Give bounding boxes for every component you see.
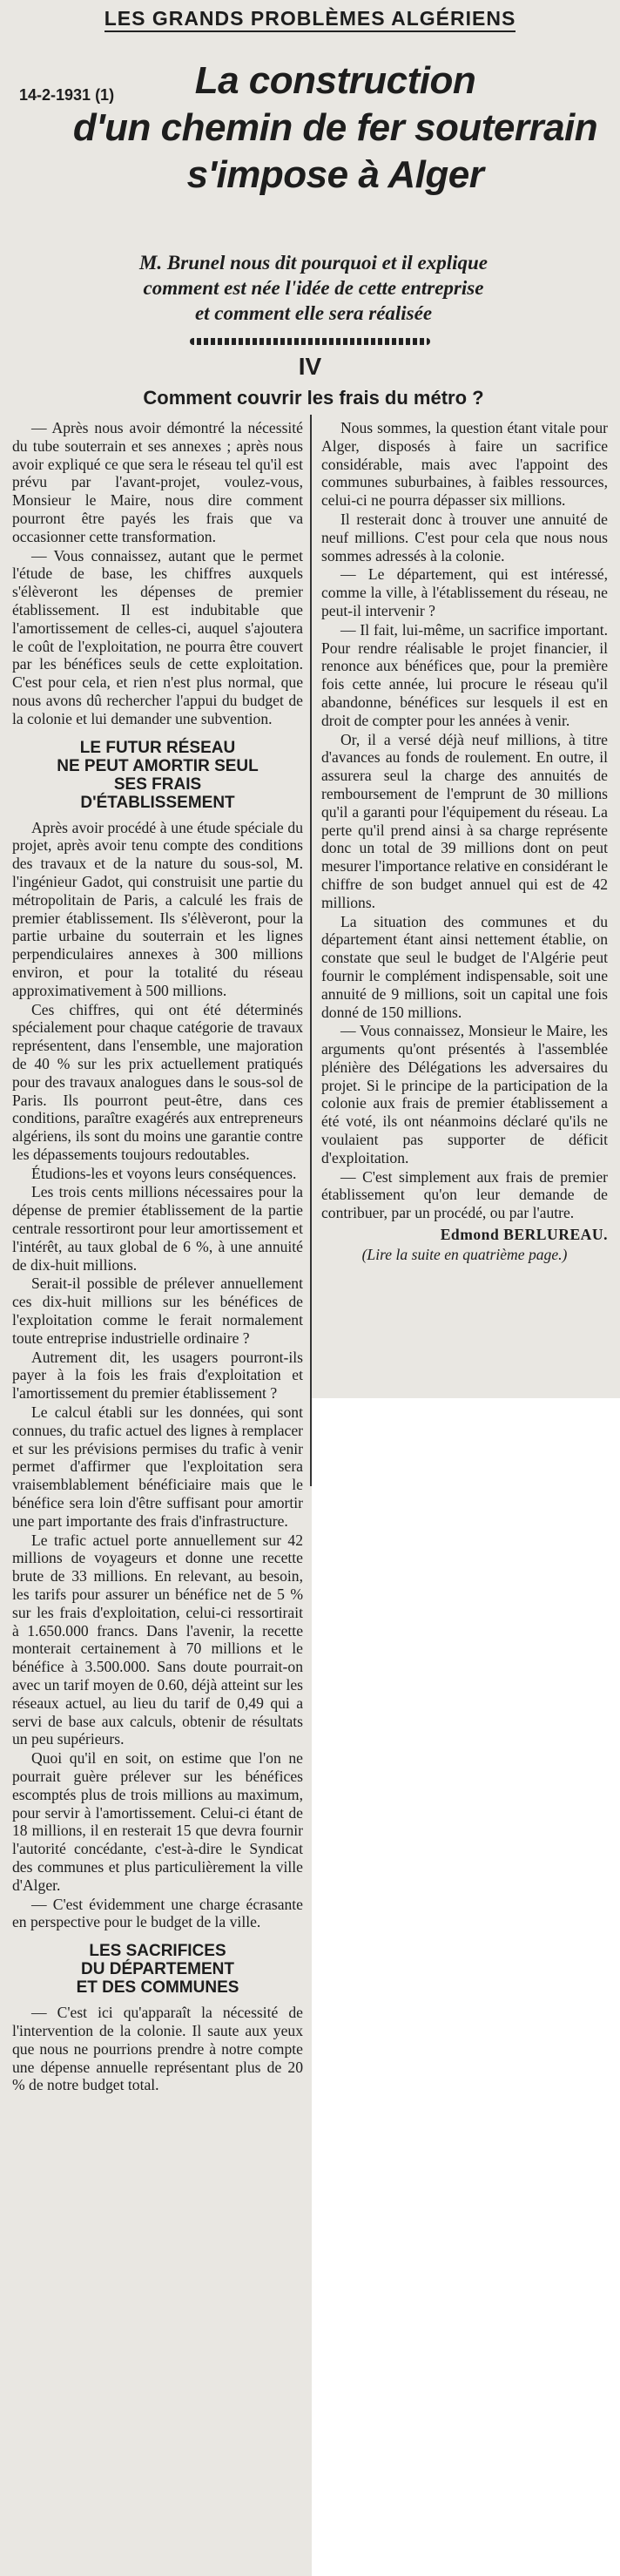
section-heading-line: LES SACRIFICES bbox=[89, 1942, 226, 1961]
column-divider bbox=[310, 415, 312, 1486]
section-heading-line: ET DES COMMUNES bbox=[76, 1978, 239, 1998]
paragraph: Ces chiffres, qui ont été déterminés spécialement pour chaque catégorie de travaux représentent, dans l'ensemble, une majoration de 40 % sur les prix actuellement pratiqués pour des travaux analogues dans le sous-sol de Paris. Ils pourront peut-être, dans ces conditions, paraître exagérés aux entrepreneurs algériens, ils sont du moins une garantie contre les dépassements toujours redoutables. bbox=[12, 1000, 303, 1163]
section-heading-line: D'ÉTABLISSEMENT bbox=[80, 793, 235, 812]
paragraph: Autrement dit, les usagers pourront-ils payer à la fois les frais d'exploitation et l'amortissement du premier établissement ? bbox=[12, 1348, 303, 1403]
paragraph: — C'est évidemment une charge écrasante en perspective pour le budget de la ville. bbox=[12, 1895, 303, 1931]
paragraph: Serait-il possible de prélever annuellement ces dix-huit millions sur les bénéfices de l'exploitation comme le ferait normalement toute entreprise industrielle ordinaire ? bbox=[12, 1274, 303, 1347]
headline-line: La construction bbox=[194, 59, 476, 102]
section-rubric: LES GRANDS PROBLÈMES ALGÉRIENS bbox=[0, 7, 620, 30]
section-heading bbox=[12, 1942, 303, 1997]
continuation-note: (Lire la suite en quatrième page.) bbox=[361, 1245, 568, 1263]
paragraph: — Il fait, lui-même, un sacrifice important. Pour rendre réalisable le projet financier, il renonce aux bénéfices que, pour la première fois cette année, lui procure le réseau qu'il abandonne, bénéfices sur lesquels il est en droit de compter pour les années à venir. bbox=[321, 620, 608, 729]
article-subheadline: Comment couvrir les frais du métro ? bbox=[143, 387, 484, 409]
paragraph: Le trafic actuel porte annuellement sur 42 millions de voyageurs et donne une recette brute de 33 millions. En relevant, au besoin, les tarifs pour assurer un bénéfice net de 5 % sur les frais d'exploitation, celui-ci ressortirait à 1.650.000 francs. Dans l'avenir, la recette monterait certainement à 70 millions et le bénéfice à 3.500.000. Sans doute pourrait-on avec un tarif moyen de 0.60, déjà atteint sur les réseaux actuel, au lieu du tarif de 0,49 qui a servi de base aux calculs, obtenir de résultats un peu supérieurs. bbox=[12, 1531, 303, 1748]
headline-line: s'impose à Alger bbox=[186, 153, 484, 196]
paragraph: Il resterait donc à trouver une annuité de neuf millions. C'est pour cela que nous nous sommes adressés à la colonie. bbox=[321, 510, 608, 565]
paragraph: — Le département, qui est intéressé, comme la ville, à l'établissement du réseau, ne peut-il intervenir ? bbox=[321, 565, 608, 619]
section-heading bbox=[12, 739, 303, 812]
left-column bbox=[12, 419, 303, 2094]
paragraph: Après avoir procédé à une étude spéciale du projet, après avoir tenu compte des conditions des travaux et de la nature du sous-sol, M. l'ingénieur Gadot, qui construisit une partie du métropolitain de Paris, a calculé les frais de premier établissement. Ils s'élèveront, pour la partie urbaine du souterrain et les lignes perpendiculaires annexes à 300 millions environ, et pour la totalité du réseau approximativement à 500 millions. bbox=[12, 818, 303, 999]
paragraph: Or, il a versé déjà neuf millions, à titre d'avances au fonds de roulement. En outre, il assurera seul la charge des annuités de remboursement de l'emprunt de 30 millions qu'il a garanti pour l'équipement du réseau. La perte qu'il prend ainsi à sa charge représente donc un total de 39 millions dont on peut mesurer l'importance relative en considérant le chiffre de son budget annuel qui est de 42 millions. bbox=[321, 730, 608, 911]
deck-line: et comment elle sera réalisée bbox=[194, 302, 433, 324]
author-signature: Edmond BERLUREAU. bbox=[440, 1226, 608, 1244]
paragraph: Les trois cents millions nécessaires pour la dépense de premier établissement de la partie centrale ressortiront pour leur amortissement et l'intérêt, au taux global de 6 %, à une annuité de dix-huit millions. bbox=[12, 1183, 303, 1274]
paragraph: Le calcul établi sur les données, qui sont connues, du trafic actuel des lignes à remplacer et sur les prévisions permises du trafic à venir permet d'affirmer que l'exploitation sera vraisemblablement bénéficiaire mais que le bénéfice sera loin d'être suffisant pour amortir une part importante des frais d'infrastructure. bbox=[12, 1403, 303, 1530]
deck-line: M. Brunel nous dit pourquoi et il explique bbox=[138, 252, 489, 274]
section-heading-line: SES FRAIS bbox=[113, 774, 202, 794]
paragraph: — C'est simplement aux frais de premier établissement qu'on leur demande de contribuer, par un procédé, ou par l'autre. bbox=[321, 1167, 608, 1222]
paragraph: — Vous connaissez, autant que le permet l'étude de base, les chiffres auxquels s'élèveront les dépenses de premier établissement. Il est indubitable que l'amortissement de celles-ci, auquel s'ajoutera le coût de l'exploitation, ne pourra être couvert par les bénéfices seuls de cette exploitation. C'est pour cela, et rien n'est plus normal, que nous avons dû rechercher l'appui du budget de la colonie et lui demander une subvention. bbox=[12, 546, 303, 727]
clipping-date: 14-2-1931 (1) bbox=[19, 86, 115, 104]
paragraph: Étudions-les et voyons leurs conséquences. bbox=[31, 1164, 297, 1182]
section-heading-line: LE FUTUR RÉSEAU bbox=[79, 738, 236, 757]
paragraph: — C'est ici qu'apparaît la nécessité de l'intervention de la colonie. Il saute aux yeux que nous ne pourrions prendre à notre compte une dépense annuelle représentant plus de 20 % de notre budget total. bbox=[12, 2004, 303, 2094]
paragraph: Nous sommes, la question étant vitale pour Alger, disposés à faire un sacrifice considérable, mais avec l'appoint des communes suburbaines, à faibles ressources, celui-ci ne pourra dépasser six millions. bbox=[321, 419, 608, 510]
article-deck bbox=[35, 250, 592, 326]
paragraph: La situation des communes et du département étant ainsi nettement établie, on constate que seul le budget de l'Algérie peut fournir le complément indispensable, soit une annuité de 9 millions, soit un capital une fois donné de 150 millions. bbox=[321, 912, 608, 1021]
ornamental-rule bbox=[190, 338, 430, 345]
paragraph: — Après nous avoir démontré la nécessité du tube souterrain et ses annexes ; après nous avoir expliqué ce que sera le réseau tel qu'il est prévu par l'avant-projet, voulez-vous, Monsieur le Maire, nous dire comment pourront être payés les frais que va occasionner cette transformation. bbox=[12, 419, 303, 545]
paragraph: Quoi qu'il en soit, on estime que l'on ne pourrait guère prélever sur les bénéfices escomptés plus de trois millions au maximum, pour servir à l'amortissement. Celui-ci étant de 18 millions, il en resterait 15 que devra fournir l'autorité concédante, c'est-à-dire le Syndicat des communes et plus particulièrement la ville d'Alger. bbox=[12, 1749, 303, 1894]
right-column bbox=[321, 419, 608, 1264]
section-heading-line: NE PEUT AMORTIR SEUL bbox=[57, 756, 259, 775]
paragraph: — Vous connaissez, Monsieur le Maire, les arguments qu'ont présentés à l'assemblée plénière des Délégations les adversaires du projet. Si le principe de la participation de la colonie aux frais de premier établissement a été voté, ils ont néanmoins déclaré qu'ils ne voulaient pas supporter de déficit d'exploitation. bbox=[321, 1022, 608, 1166]
right-column-body bbox=[321, 419, 608, 1222]
section-heading-line: DU DÉPARTEMENT bbox=[81, 1960, 234, 1979]
deck-line: comment est née l'idée de cette entreprise bbox=[143, 277, 484, 299]
headline-line: d'un chemin de fer souterrain bbox=[72, 106, 598, 149]
article-headline bbox=[70, 57, 601, 199]
part-number: IV bbox=[298, 353, 322, 380]
